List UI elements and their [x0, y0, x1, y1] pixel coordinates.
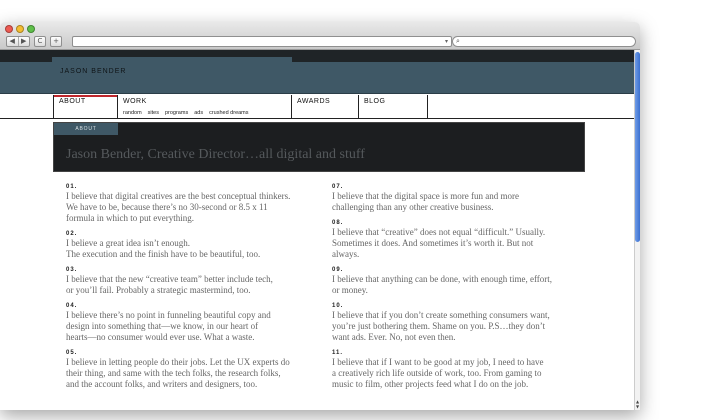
- scroll-arrows-icon[interactable]: ▲ ▼: [635, 399, 640, 409]
- nav-item-awards[interactable]: [291, 95, 358, 119]
- belief-number: 02.: [66, 231, 78, 237]
- zoom-window-icon[interactable]: [27, 25, 35, 33]
- browser-window: [0, 22, 640, 410]
- nav-item-about[interactable]: [53, 95, 117, 119]
- nav-item-blog[interactable]: [358, 95, 428, 119]
- address-dropdown-icon[interactable]: ▾: [444, 38, 448, 45]
- belief-text: I believe that the digital space is more fun and more challenging than any other creative business.: [332, 191, 519, 212]
- belief-item: [66, 184, 321, 224]
- nav-item-label: AWARDS: [297, 98, 331, 105]
- beliefs-column-left: [66, 184, 321, 397]
- subnav-ads[interactable]: ads: [194, 110, 204, 116]
- belief-item: [332, 184, 587, 213]
- belief-text: I believe there’s no point in funneling beautiful copy and design into something that—we know, in our heart of hearts—no consumer would ever use. What a waste.: [66, 310, 271, 342]
- belief-text: I believe that digital creatives are the best conceptual thinkers. We have to be, because there’s no 30-second or 8.5 x 11 formula in which to put everything.: [66, 191, 291, 223]
- belief-number: 09.: [332, 267, 344, 273]
- belief-number: 11.: [332, 350, 344, 356]
- reload-button[interactable]: C: [34, 36, 46, 47]
- forward-button[interactable]: ▶: [21, 37, 27, 45]
- belief-text: I believe that if I want to be good at my job, I need to have a creatively rich life outside of work, too. From gaming to music to film, other projects feed what I do on the job.: [332, 357, 544, 389]
- close-window-icon[interactable]: [5, 25, 13, 33]
- belief-number: 03.: [66, 267, 78, 273]
- belief-text: I believe that anything can be done, with enough time, effort, or money.: [332, 274, 553, 295]
- belief-item: [66, 231, 321, 260]
- top-strip: [0, 50, 634, 62]
- belief-item: [66, 267, 321, 296]
- belief-item: [66, 303, 321, 343]
- minimize-window-icon[interactable]: [16, 25, 24, 33]
- search-field[interactable]: [452, 36, 636, 47]
- page-content: [0, 50, 634, 410]
- belief-number: 08.: [332, 220, 344, 226]
- belief-item: [332, 350, 587, 390]
- nav-item-work[interactable]: [117, 95, 291, 119]
- page-title: Jason Bender, Creative Director…all digital and stuff: [66, 147, 365, 162]
- window-controls: [5, 25, 35, 33]
- subnav-crushed-dreams[interactable]: crushed dreams: [209, 110, 249, 116]
- browser-toolbar: [0, 22, 640, 50]
- back-forward-buttons: [6, 36, 30, 47]
- belief-number: 10.: [332, 303, 344, 309]
- nav-item-label: WORK: [123, 98, 147, 105]
- back-button[interactable]: ◀: [7, 37, 19, 46]
- beliefs-column-right: [332, 184, 587, 397]
- belief-item: [332, 220, 587, 260]
- work-subnav: [123, 110, 249, 116]
- belief-text: I believe in letting people do their jobs. Let the UX experts do their thing, and same with the tech folks, the research folks, and the account folks, and writers and designers, too.: [66, 357, 290, 389]
- scrollbar-thumb[interactable]: [635, 52, 640, 242]
- vertical-scrollbar[interactable]: [634, 50, 640, 410]
- subnav-random[interactable]: random: [123, 110, 142, 116]
- site-header: [0, 62, 634, 94]
- belief-text: I believe a great idea isn’t enough. The execution and the finish have to be beautiful, too.: [66, 238, 261, 259]
- search-icon: ⌕: [456, 37, 460, 45]
- hero-section-tab: ABOUT: [54, 123, 118, 135]
- subnav-sites[interactable]: sites: [147, 110, 159, 116]
- main-nav: [0, 95, 634, 119]
- hero-banner: [53, 122, 585, 172]
- belief-number: 01.: [66, 184, 78, 190]
- belief-number: 05.: [66, 350, 78, 356]
- site-title[interactable]: JASON BENDER: [60, 68, 127, 75]
- subnav-programs[interactable]: programs: [164, 110, 189, 116]
- address-bar[interactable]: [72, 36, 452, 47]
- nav-item-label: BLOG: [364, 98, 386, 105]
- belief-item: [66, 350, 321, 390]
- belief-number: 04.: [66, 303, 78, 309]
- belief-item: [332, 303, 587, 343]
- belief-text: I believe that if you don’t create something consumers want, you’re just bothering them. Shame on you. P.S…they don’t want ads. Ever. No, not even then.: [332, 310, 550, 342]
- belief-item: [332, 267, 587, 296]
- nav-item-label: ABOUT: [59, 98, 86, 105]
- new-tab-button[interactable]: +: [50, 36, 62, 47]
- belief-text: I believe that “creative” does not equal “difficult.” Usually. Sometimes it does. And sometimes it’s worth it. But not always.: [332, 227, 546, 259]
- belief-number: 07.: [332, 184, 344, 190]
- belief-text: I believe that the new “creative team” better include tech, or you’ll fail. Probably a strategic mastermind, too.: [66, 274, 273, 295]
